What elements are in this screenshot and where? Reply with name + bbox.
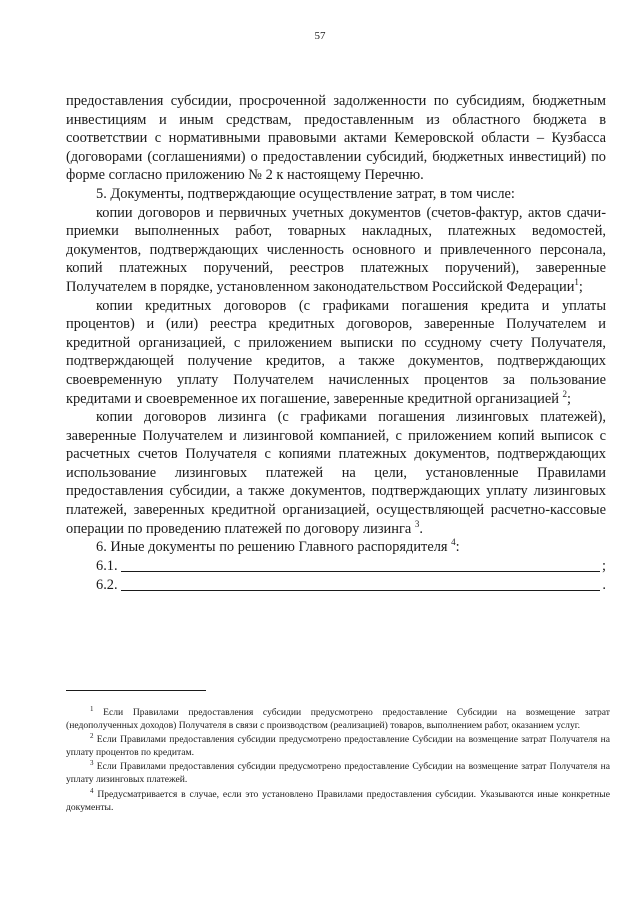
footnote-ref-1: 1 — [574, 277, 579, 288]
paragraph-5-leasing: копии договоров лизинга (с графиками погашения лизинговых платежей), заверенные Получателем и лизинговой компанией, с приложением копий выписок с расчетных счетов Получателя с копиями платежных документов, подтверждающих использование лизинговых платежей на цели, установленные Правилами предоставления субсидии, а также документов, подтверждающих уплату лизинговых платежей, заверенных кредитной организацией, осуществляющей расчетно-кассовые операции по проведению платежей по договору лизинга $^3$. — [66, 409, 606, 537]
paragraph-intro: предоставления субсидии, просроченной задолженности по субсидиям, бюджетным инвестициям и иным средствам, предоставленным из областного бюджета в соответствии с нормативными правовыми актами Кемеровской области – Кузбасса (договорами (соглашениями) о предоставлении субсидий, бюджетных инвестиций) по форме согласно приложению № 2 к настоящему Перечню. — [66, 93, 606, 184]
footnote-3: $^3$ Если Правилами предоставления субсидии предусмотрено предоставление Субсидии на возмещение затрат Получателя на уплату лизинговых платежей. — [66, 759, 610, 786]
item-6-1-number: 6.1. — [96, 558, 118, 575]
footnotes — [66, 706, 610, 815]
footnote-ref-3: 3 — [414, 518, 420, 529]
item-6-1-end: ; — [602, 558, 606, 575]
footnote-ref-2: 2 — [562, 388, 568, 399]
item-6-1 — [66, 557, 606, 576]
item-6-2-end: . — [602, 577, 606, 594]
item-6-2 — [66, 576, 606, 595]
fill-line-6-1 — [121, 557, 600, 572]
paragraph-5-credits: копии кредитных договоров (с графиками погашения кредита и уплаты процентов) и (или) реестра кредитных договоров, заверенные Получателем и кредитной организацией, с приложением выписки по ссудному счету Получателя, подтверждающей получение кредитов, а также документов, подтверждающих своевременную уплату Получателем начисленных процентов за пользование кредитами и своевременное их погашение, заверенные кредитной организацией $^2$; — [66, 297, 606, 407]
item-6-2-number: 6.2. — [96, 577, 118, 594]
paragraph-5-contracts: копии договоров и первичных учетных документов (счетов-фактур, актов сдачи-приемки выполненных работ, товарных накладных, платежных ведомостей, документов, подтверждающих численность основного и привлеченного персонала, копий платежных поручений, реестров платежных поручений), заверенные Получателем в порядке, установленном законодательством Российской Федерации$^1$; — [66, 204, 606, 295]
footnote-ref-4: 4 — [451, 537, 456, 548]
footnote-4: $^4$ Предусматривается в случае, если это установлено Правилами предоставления субсидии. Указываются иные конкретные документы. — [66, 786, 610, 813]
document-body — [66, 92, 606, 595]
footnote-1: $^1$ Если Правилами предоставления субсидии предусмотрено предоставление Субсидии на возмещение затрат (недополученных доходов) Получателя в связи с производством (реализацией) товаров, выполнением работ, оказанием услуг. — [66, 704, 610, 732]
fill-line-6-2 — [121, 576, 601, 591]
paragraph-5-heading: 5. Документы, подтверждающие осуществление затрат, в том числе: — [96, 185, 515, 202]
page-number: 57 — [314, 30, 326, 42]
footnote-2: $^2$ Если Правилами предоставления субсидии предусмотрено предоставление Субсидии на возмещение затрат Получателя на уплату процентов по кредитам. — [66, 732, 610, 759]
footnote-separator — [66, 690, 206, 691]
paragraph-6-heading: 6. Иные документы по решению Главного распорядителя $^4$: — [96, 537, 460, 556]
